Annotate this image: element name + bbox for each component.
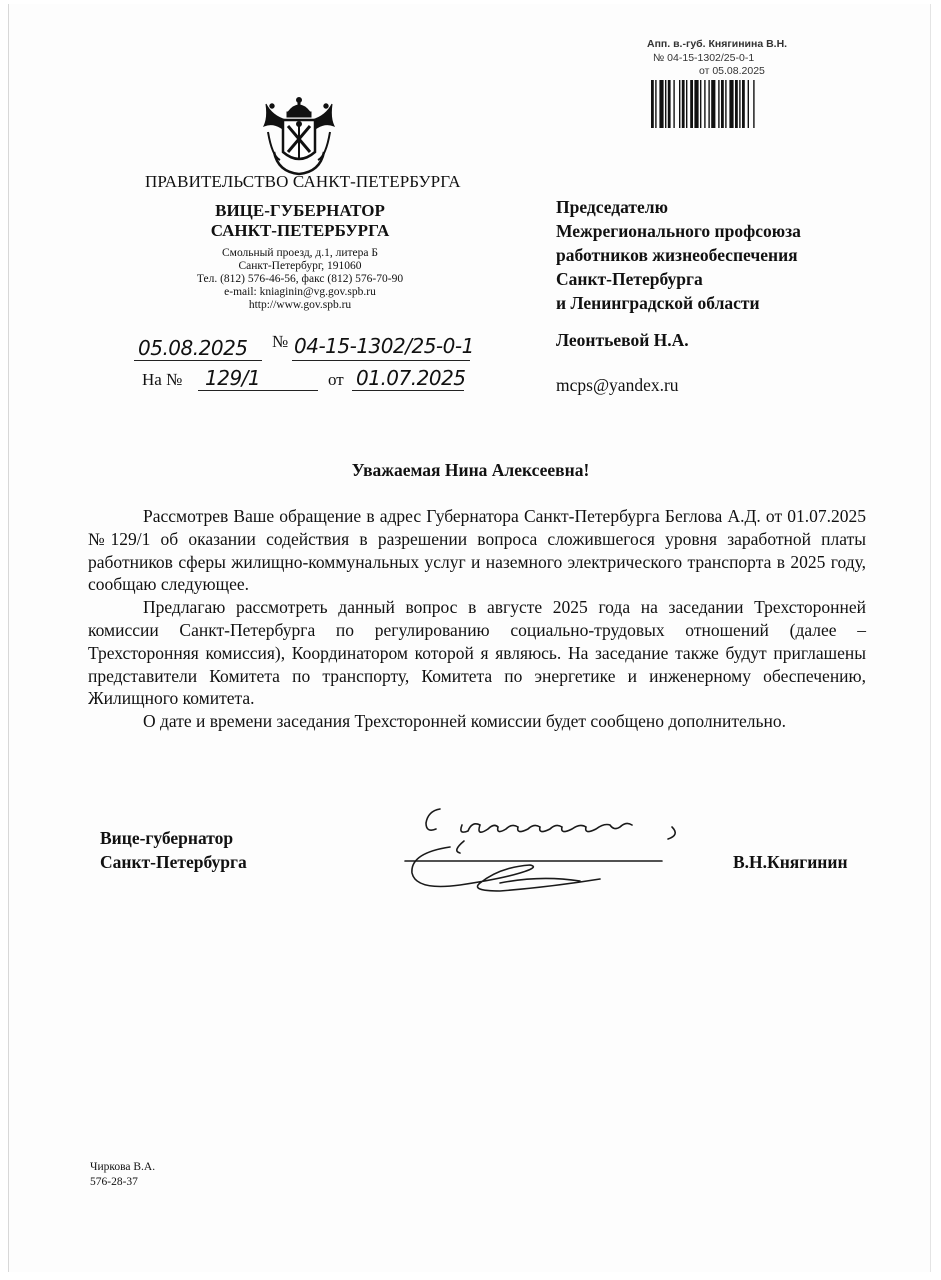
reply-date-underline: [352, 390, 464, 391]
greeting: Уважаемая Нина Алексеевна!: [351, 460, 590, 480]
barcode-icon: [651, 80, 821, 128]
handwritten-signature-icon: [400, 795, 690, 900]
government-name: ПРАВИТЕЛЬСТВО САНКТ-ПЕТЕРБУРГА: [145, 172, 461, 191]
stamp-date: от 05.08.2025: [699, 65, 765, 77]
signatory-position-line2: Санкт-Петербурга: [100, 852, 247, 872]
sender-email: e-mail: kniaginin@vg.gov.spb.ru: [224, 286, 376, 298]
registration-stamp: [637, 22, 837, 134]
outgoing-number: 04-15-1302/25-0-1: [294, 334, 474, 358]
addressee-line: Санкт-Петербурга: [556, 269, 703, 289]
sender-address-city: Санкт-Петербург, 191060: [238, 260, 362, 272]
stamp-department: Апп. в.-губ. Княгинина В.Н.: [647, 38, 788, 50]
stamp-number: № 04-15-1302/25-0-1: [653, 52, 755, 64]
signatory-name: В.Н.Княгинин: [733, 852, 848, 872]
date-underline: [134, 360, 262, 361]
signatory-position-line1: Вице-губернатор: [100, 828, 234, 848]
addressee-line: работников жизнеобеспечения: [556, 245, 798, 265]
outgoing-date: 05.08.2025: [138, 336, 248, 360]
executor-block: [90, 1160, 155, 1190]
number-underline: [292, 360, 470, 361]
addressee-line: Межрегионального профсоюза: [556, 221, 801, 241]
number-label: №: [272, 332, 289, 351]
sender-phone: Тел. (812) 576-46-56, факс (812) 576-70-90: [196, 273, 404, 285]
sender-website: http://www.gov.spb.ru: [248, 299, 352, 311]
signatory-position: [100, 826, 247, 874]
executor-name: Чиркова В.А.: [90, 1161, 156, 1173]
reply-to-label: На №: [142, 370, 183, 389]
body-paragraph: Предлагаю рассмотреть данный вопрос в августе 2025 года на заседании Трехсторонней комиссии Санкт-Петербурга по регулированию социально-трудовых отношений (далее – Трехсторонняя комиссия), Координатором которой я являюсь. На заседание также будут приглашены представители Комитета по транспорту, Комитета по энергетике и инженерному обеспечению, Жилищного комитета.: [88, 597, 866, 709]
addressee-line: и Ленинградской области: [556, 293, 760, 313]
recipient-name: Леонтьевой Н.А.: [556, 330, 689, 350]
reply-date: 01.07.2025: [356, 366, 466, 390]
reply-date-label: от: [328, 370, 344, 389]
recipient-email: mcps@yandex.ru: [556, 375, 679, 395]
sender-address-street: Смольный проезд, д.1, литера Б: [222, 247, 378, 259]
executor-phone: 576-28-37: [90, 1176, 138, 1188]
sender-title-line1: ВИЦЕ-ГУБЕРНАТОР: [215, 201, 385, 220]
reply-number: 129/1: [205, 366, 261, 390]
reply-number-underline: [198, 390, 318, 391]
addressee-line: Председателю: [556, 197, 668, 217]
sender-title-line2: САНКТ-ПЕТЕРБУРГА: [210, 221, 390, 240]
body-paragraph: Рассмотрев Ваше обращение в адрес Губернатора Санкт-Петербурга Беглова А.Д. от 01.07.2025 №129/1 об оказании содействия в разрешении вопроса сложившегося уровня заработной платы работников сферы жилищно-коммунальных услуг и наземного электрического транспорта в 2025 году, сообщаю следующее.: [88, 506, 866, 595]
body-paragraph: О дате и времени заседания Трехсторонней комиссии будет сообщено дополнительно.: [143, 711, 786, 732]
addressee-block: [556, 195, 886, 315]
coat-of-arms-icon: [258, 96, 340, 178]
letter-body: [88, 505, 866, 733]
